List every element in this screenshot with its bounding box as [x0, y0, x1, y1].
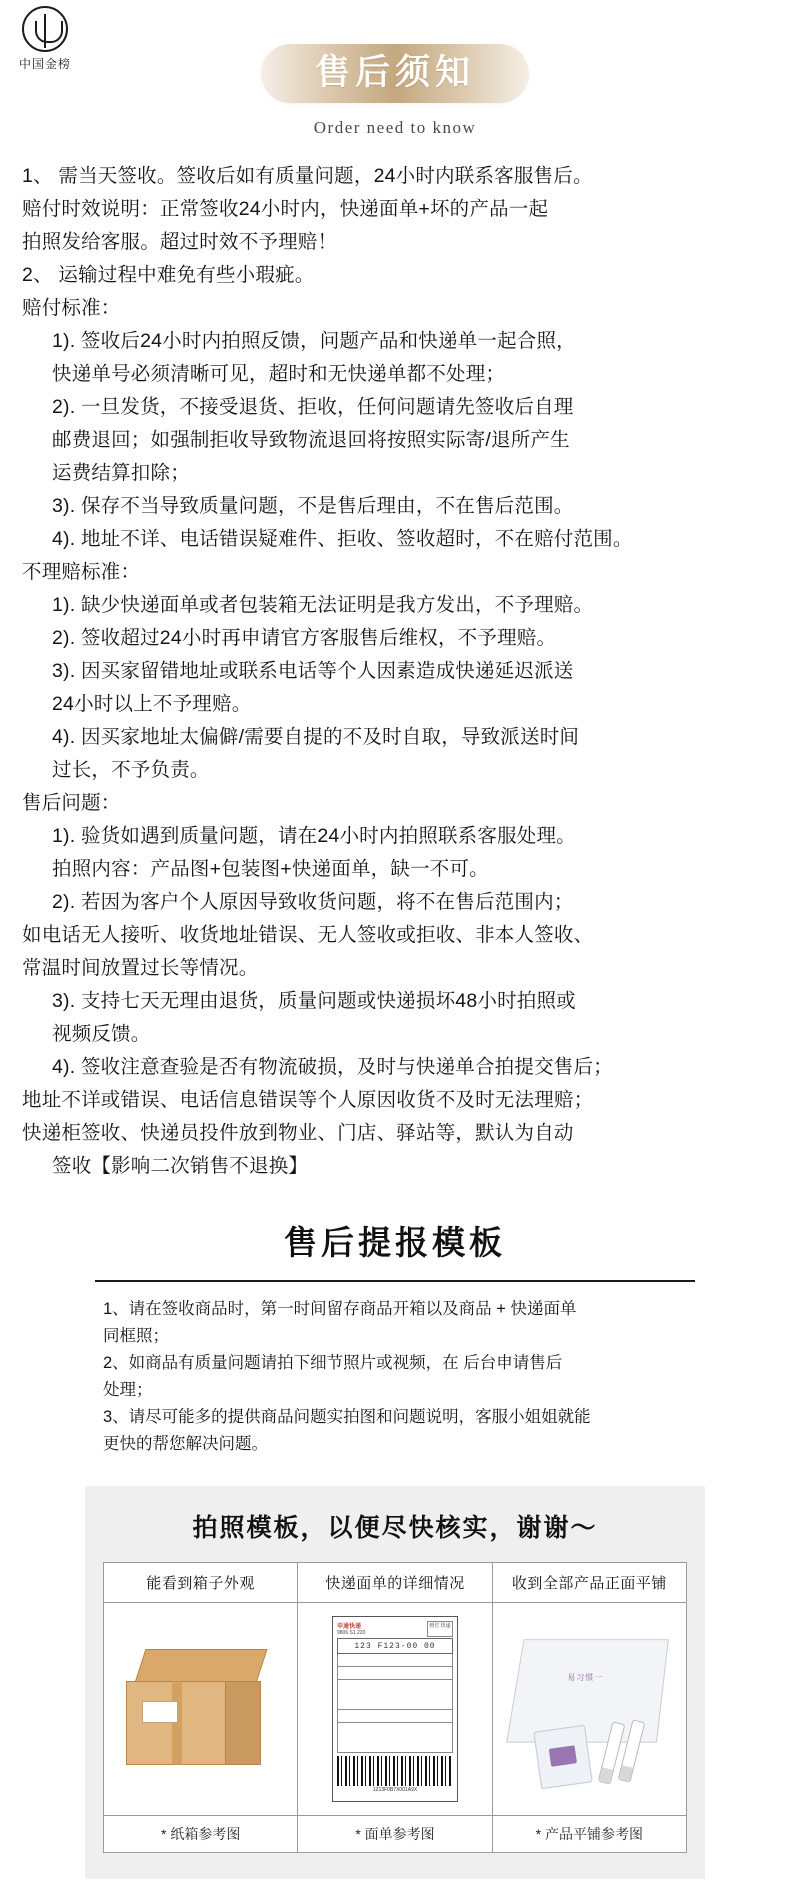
photo-column-carton: [104, 1563, 298, 1852]
sheet-brand-text: 易习惯一: [567, 1673, 604, 1682]
photo-column-waybill: [298, 1563, 492, 1852]
waybill-corner-mark: 到付 快递: [427, 1621, 453, 1637]
notice-line: 不理赔标准：: [22, 561, 141, 583]
template-instructions: [95, 1296, 695, 1458]
photo-template-card: [85, 1486, 705, 1879]
template-line: 同框照；: [103, 1327, 169, 1345]
notice-line: 4). 签收注意查验是否有物流破损，及时与快递单合拍提交售后；: [52, 1056, 613, 1078]
notice-line: 1). 缺少快递面单或者包装箱无法证明是我方发出，不予理赔。: [52, 594, 594, 616]
column-caption: * 产品平铺参考图: [493, 1815, 686, 1852]
column-image: [493, 1603, 686, 1815]
notice-line: 3). 保存不当导致质量问题，不是售后理由，不在售后范围。: [52, 495, 574, 517]
column-header: 能看到箱子外观: [104, 1563, 297, 1603]
notice-line: 3). 因买家留错地址或联系电话等个人因素造成快递延迟派送: [52, 660, 574, 682]
waybill-barcode-icon: [337, 1756, 453, 1786]
notice-line: 常温时间放置过长等情况。: [22, 957, 259, 979]
notice-line: 快递单号必须清晰可见，超时和无快递单都不处理；: [52, 363, 506, 385]
template-line: 更快的帮您解决问题。: [103, 1435, 268, 1453]
notice-line: 1、 需当天签收。签收后如有质量问题，24小时内联系客服售后。: [22, 165, 593, 187]
notice-line: 过长，不予负责。: [52, 759, 210, 781]
carton-box-illustration-icon: [126, 1649, 276, 1769]
waybill-subcode: 9806 S1 220: [336, 1630, 366, 1636]
notice-line: 快递柜签收、快递员投件放到物业、门店、驿站等，默认为自动: [22, 1122, 574, 1144]
notice-line: 视频反馈。: [52, 1023, 151, 1045]
notice-line: 2、 运输过程中难免有些小瑕疵。: [22, 264, 315, 286]
photo-card-title: 拍照模板，以便尽快核实，谢谢～: [192, 1514, 598, 1542]
photo-column-products: [493, 1563, 686, 1852]
crown-circle-logo-icon: [22, 6, 68, 52]
column-image: [104, 1603, 297, 1815]
template-line: 1、请在签收商品时，第一时间留存商品开箱以及商品 + 快递面单: [103, 1300, 577, 1318]
notice-line: 1). 验货如遇到质量问题，请在24小时内拍照联系客服处理。: [52, 825, 576, 847]
notice-line: 运费结算扣除；: [52, 462, 190, 484]
notice-line: 24小时以上不予理赔。: [52, 693, 252, 715]
notice-line: 赔付标准：: [22, 297, 121, 319]
column-caption: * 纸箱参考图: [104, 1815, 297, 1852]
waybill-label-illustration-icon: [332, 1616, 458, 1802]
notice-line: 邮费退回；如强制拒收导致物流退回将按照实际寄/退所产生: [52, 429, 570, 451]
notice-line: 4). 因买家地址太偏僻/需要自提的不及时自取，导致派送时间: [52, 726, 580, 748]
product-flatlay-illustration-icon: [509, 1624, 669, 1794]
brand-logo: [8, 6, 82, 72]
column-header: 快递面单的详细情况: [298, 1563, 491, 1603]
notice-line: 4). 地址不详、电话错误疑难件、拒收、签收超时，不在赔付范围。: [52, 528, 633, 550]
template-line: 2、如商品有质量问题请拍下细节照片或视频，在 后台申请售后: [103, 1354, 563, 1372]
notice-line: 2). 一旦发货，不接受退货、拒收，任何问题请先签收后自理: [52, 396, 574, 418]
column-caption: * 面单参考图: [298, 1815, 491, 1852]
column-header: 收到全部产品正面平铺: [493, 1563, 686, 1603]
notice-line: 地址不详或错误、电话信息错误等个人原因收货不及时无法理赔；: [22, 1089, 594, 1111]
photo-grid: [103, 1562, 687, 1853]
waybill-number: 123 F123-00 00: [337, 1638, 453, 1654]
column-image: [298, 1603, 491, 1815]
notice-line: 签收【影响二次销售不退换】: [52, 1155, 309, 1177]
template-line: 3、请尽可能多的提供商品问题实拍图和问题说明，客服小姐姐就能: [103, 1408, 591, 1426]
notice-line: 1). 签收后24小时内拍照反馈，问题产品和快递单一起合照，: [52, 330, 576, 352]
page-header: [0, 0, 790, 138]
waybill-carrier: 申通快递: [336, 1624, 361, 1630]
page-subtitle: Order need to know: [313, 118, 477, 137]
notice-line: 拍照内容：产品图+包装图+快递面单，缺一不可。: [52, 858, 489, 880]
notice-line: 2). 若因为客户个人原因导致收货问题，将不在售后范围内；: [52, 891, 574, 913]
notice-line: 3). 支持七天无理由退货，质量问题或快递损坏48小时拍照或: [52, 990, 576, 1012]
notice-line: 拍照发给客服。超过时效不予理赔！: [22, 231, 338, 253]
notice-body: [0, 160, 790, 1183]
notice-line: 售后问题：: [22, 792, 121, 814]
notice-line: 如电话无人接听、收货地址错误、无人签收或拒收、非本人签收、: [22, 924, 594, 946]
title-pill: [261, 44, 529, 103]
page-title: 售后须知: [314, 53, 475, 92]
template-title: 售后提报模板: [284, 1224, 506, 1261]
brand-name: 中国金榜: [18, 57, 71, 71]
waybill-barcode-text: 1Z13F0B7X001A9X: [372, 1787, 418, 1793]
template-line: 处理；: [103, 1381, 153, 1399]
divider: [95, 1280, 695, 1282]
notice-line: 2). 签收超过24小时再申请官方客服售后维权，不予理赔。: [52, 627, 557, 649]
notice-line: 赔付时效说明：正常签收24小时内，快递面单+坏的产品一起: [22, 198, 549, 220]
